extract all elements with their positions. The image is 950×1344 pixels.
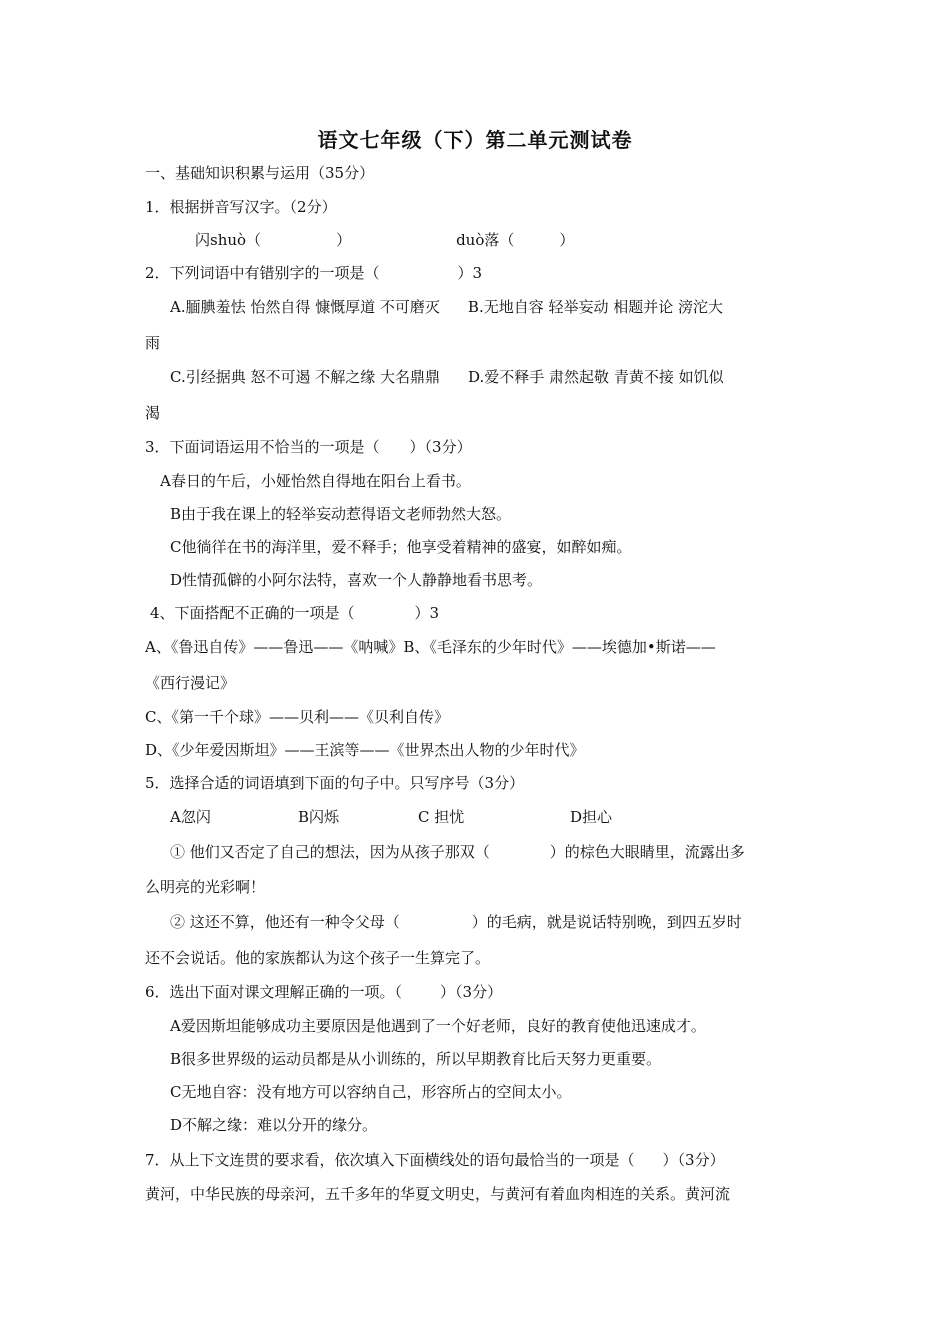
q6-option-d: D不解之缘：难以分开的缘分。 (170, 1116, 378, 1134)
q6-stem-end: ）（3分） (440, 983, 503, 1001)
q6-option-b: B很多世界级的运动员都是从小训练的，所以早期教育比后天努力更重要。 (170, 1050, 662, 1068)
q5-option-d: D担心 (570, 808, 613, 826)
q5-option-a: A忽闪 (170, 808, 211, 826)
q7-passage: 黄河，中华民族的母亲河，五千多年的华夏文明史，与黄河有着血肉相连的关系。黄河流 (145, 1185, 731, 1203)
question-7-stem (145, 1150, 810, 1170)
q2-option-d-continued: 渴 (145, 404, 161, 422)
question-5-stem: 5．选择合适的词语填到下面的句子中。只写序号（3分） (145, 774, 525, 792)
q4-options-ab-continued: 《西行漫记》 (145, 674, 236, 692)
q2-stem-text: 2．下列词语中有错别字的一项是（ (145, 264, 380, 282)
q7-stem-end: ）（3分） (662, 1151, 725, 1169)
q5-sentence-2 (170, 912, 810, 932)
q5-sentence-2-end: ）的毛病，就是说话特别晚，到四五岁时 (471, 913, 742, 931)
question-2-options-ab (170, 297, 810, 317)
q5-option-c: C 担忧 (418, 808, 465, 826)
q5-sentence-2-start: ② 这还不算，他还有一种令父母（ (170, 913, 400, 931)
q2-option-d: D.爱不释手 肃然起敬 青黄不接 如饥似 (468, 368, 724, 386)
q2-option-b: B.无地自容 轻举妄动 相题并论 滂沱大 (467, 298, 724, 316)
question-1-stem: 1．根据拼音写汉字。（2分） (145, 198, 337, 216)
q6-option-c: C无地自容：没有地方可以容纳自己，形容所占的空间太小。 (170, 1083, 572, 1101)
question-1-items (145, 230, 810, 250)
q1-item-a: 闪shuò（ (195, 231, 262, 249)
q5-word-options (170, 807, 810, 827)
question-3-stem (145, 437, 810, 457)
q3-stem-text: 3．下面词语运用不恰当的一项是（ (145, 438, 380, 456)
exam-title: 语文七年级（下）第二单元测试卷 (317, 128, 633, 152)
q5-sentence-1 (170, 842, 810, 862)
q4-option-d: D、《少年爱因斯坦》——王滨等——《世界杰出人物的少年时代》 (145, 741, 585, 759)
q2-stem-end: ）3 (457, 264, 483, 282)
q6-option-a: A爱因斯坦能够成功主要原因是他遇到了一个好老师，良好的教育使他迅速成才。 (170, 1017, 706, 1035)
q6-stem-text: 6．选出下面对课文理解正确的一项。（ (145, 983, 403, 1001)
q4-option-c: C、《第一千个球》——贝利——《贝利自传》 (145, 708, 449, 726)
question-2-options-cd (170, 367, 810, 387)
q5-sentence-1-start: ① 他们又否定了自己的想法，因为从孩子那双（ (170, 843, 490, 861)
q3-option-a: A春日的午后，小娅怡然自得地在阳台上看书。 (160, 472, 471, 490)
q2-option-a: A.腼腆羞怯 怡然自得 慷慨厚道 不可磨灭 (170, 298, 440, 316)
q5-option-b: B闪烁 (298, 808, 340, 826)
q1-item-b: duò落（ (456, 231, 515, 249)
question-4-stem (150, 603, 810, 623)
q3-option-b: B由于我在课上的轻举妄动惹得语文老师勃然大怒。 (170, 505, 512, 523)
section-heading: 一、基础知识积累与运用（35分） (145, 164, 375, 182)
q2-option-c: C.引经据典 怒不可遏 不解之缘 大名鼎鼎 (170, 368, 441, 386)
q4-options-ab: A、《鲁迅自传》——鲁迅——《呐喊》B、《毛泽东的少年时代》——埃德加•斯诺—— (145, 638, 716, 656)
q5-sentence-1-end: ）的棕色大眼睛里，流露出多 (549, 843, 745, 861)
q3-option-c: C他徜徉在书的海洋里，爱不释手；他享受着精神的盛宴，如醉如痴。 (170, 538, 632, 556)
q3-stem-end: ）（3分） (409, 438, 472, 456)
q7-stem-text: 7．从上下文连贯的要求看，依次填入下面横线处的语句最恰当的一项是（ (145, 1151, 635, 1169)
question-2-stem (145, 263, 810, 283)
q4-stem-end: ）3 (414, 604, 440, 622)
q1-item-b-close: ） (559, 231, 575, 249)
q5-sentence-2-continued: 还不会说话。他的家族都认为这个孩子一生算完了。 (145, 949, 491, 967)
q5-sentence-1-continued: 么明亮的光彩啊！ (145, 878, 266, 896)
q4-stem-text: 4、下面搭配不正确的一项是（ (150, 604, 355, 622)
q1-item-a-close: ） (336, 231, 352, 249)
question-6-stem (145, 982, 810, 1002)
q2-option-b-continued: 雨 (145, 334, 161, 352)
q3-option-d: D性情孤僻的小阿尔法特，喜欢一个人静静地看书思考。 (170, 571, 543, 589)
